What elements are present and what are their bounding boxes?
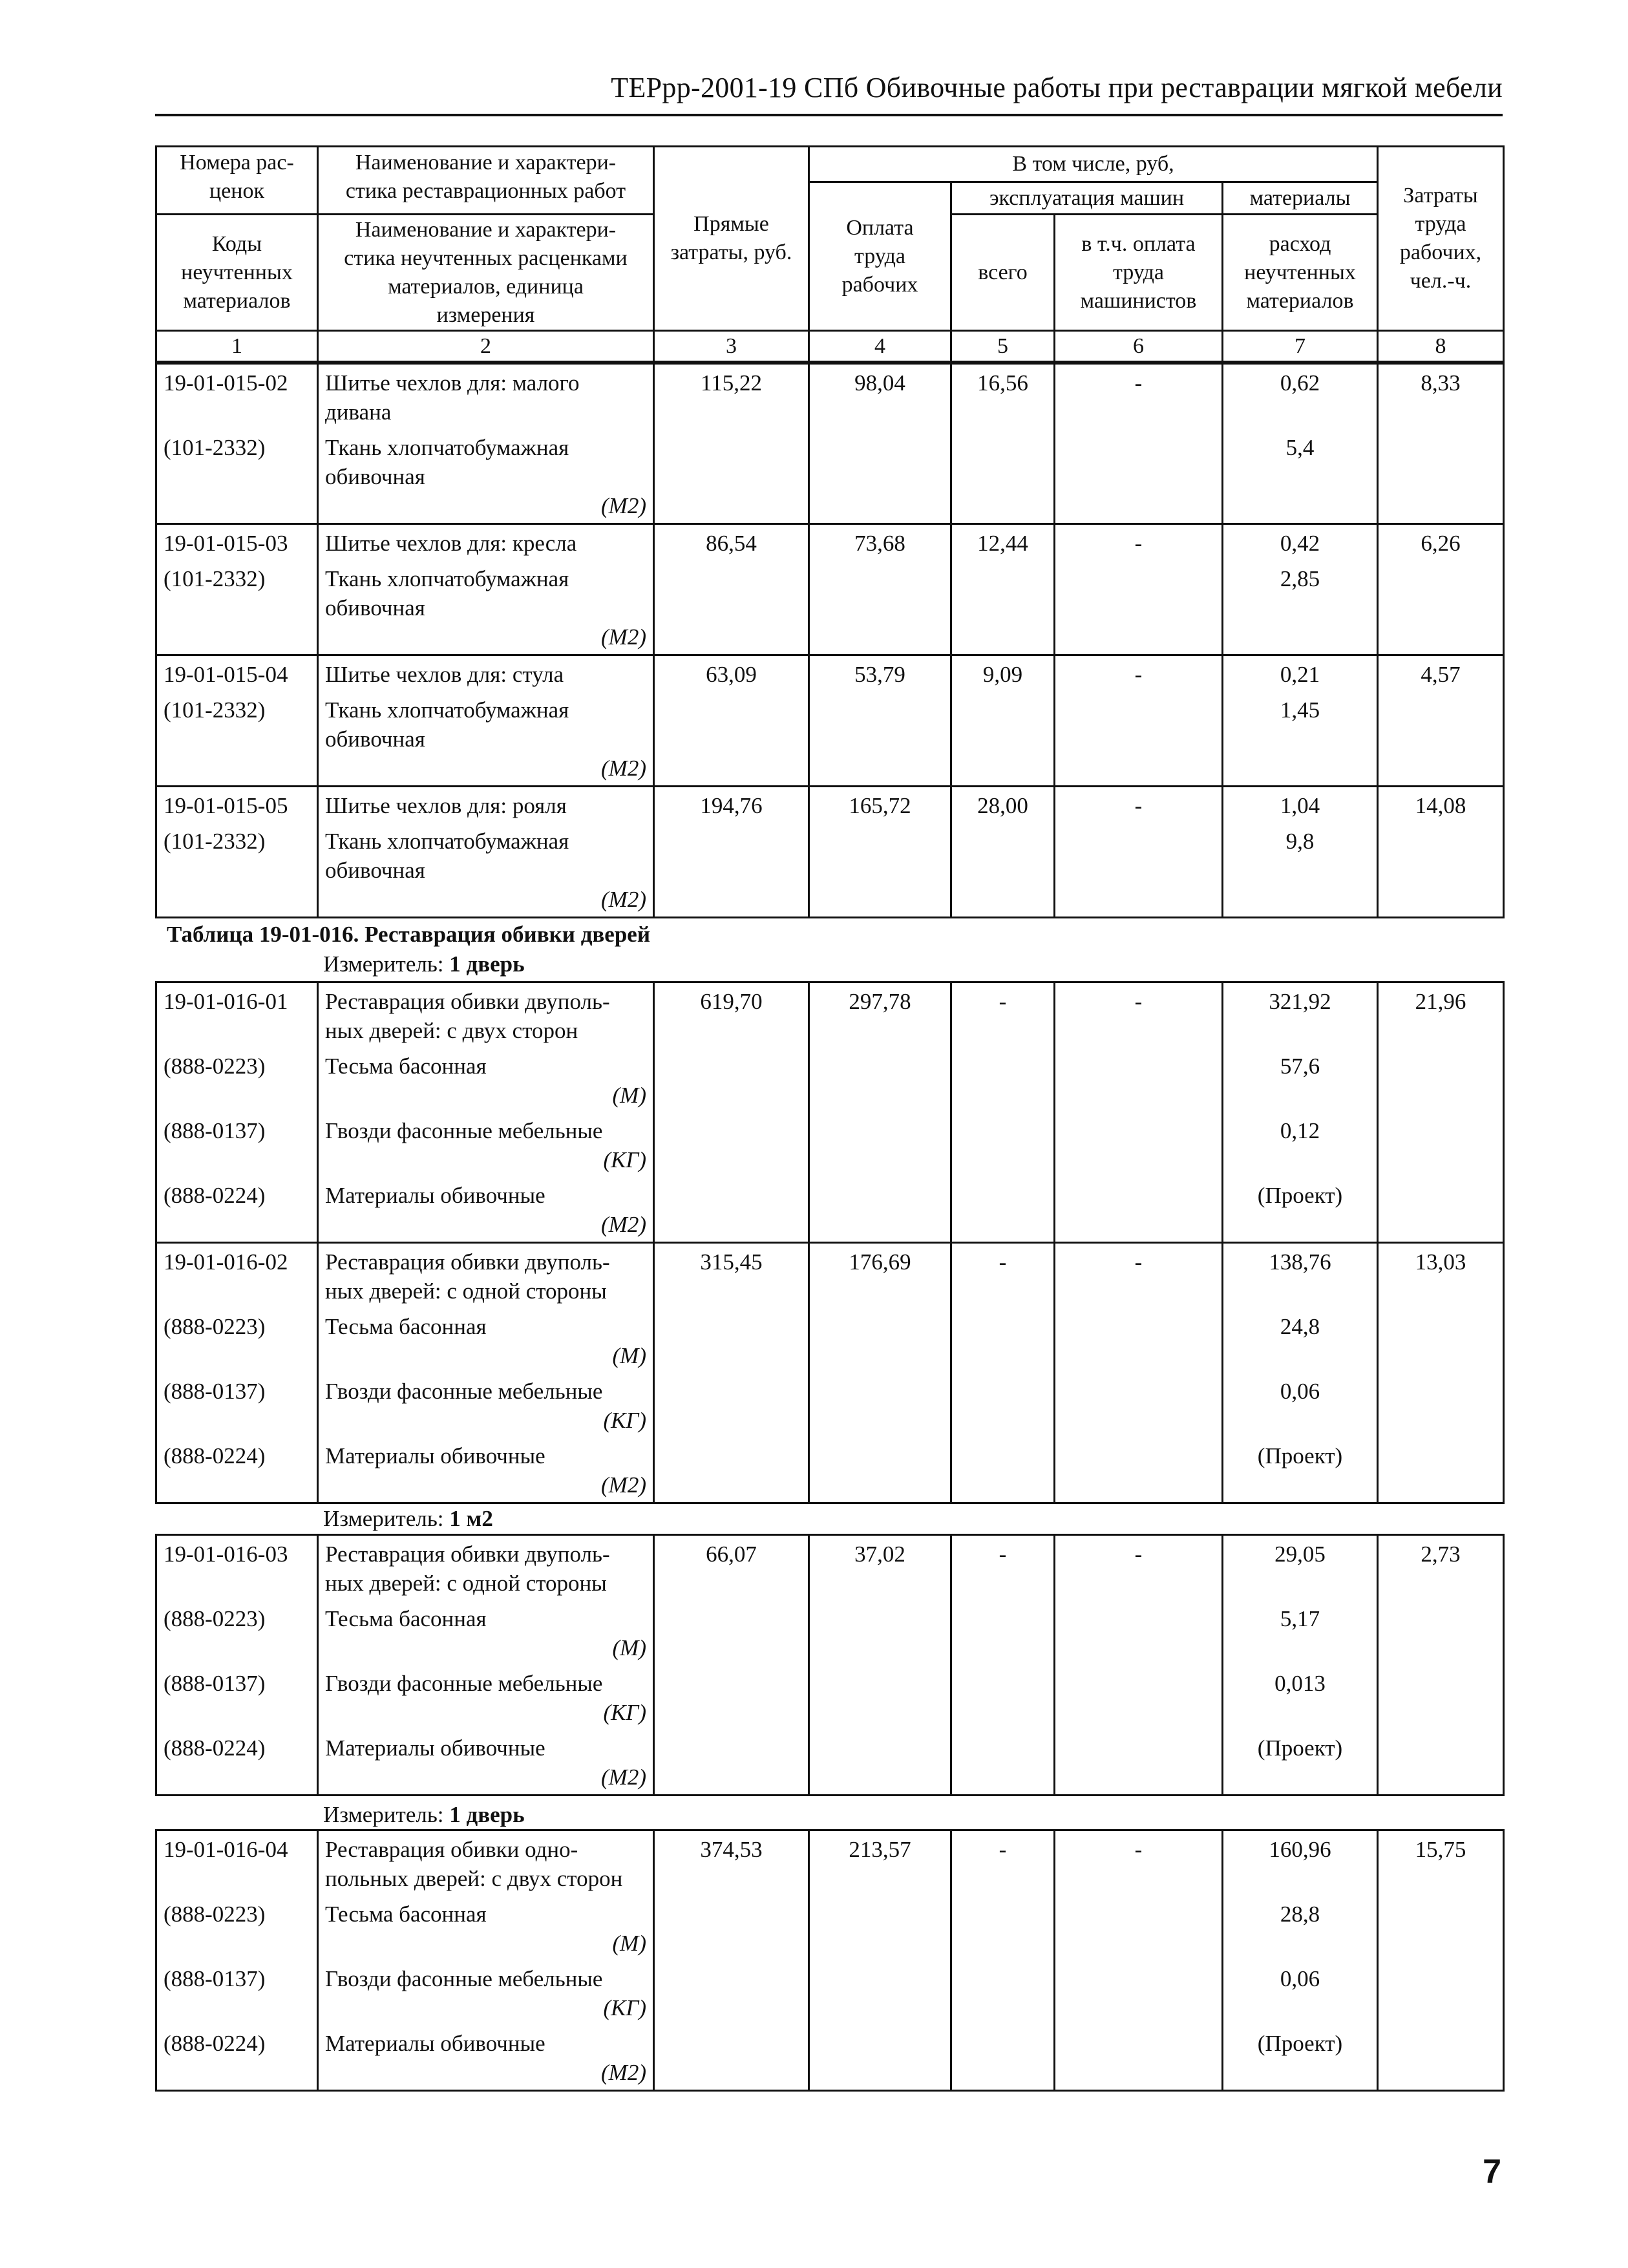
material-qty: 0,06 <box>1280 1966 1320 1991</box>
material-row <box>156 823 1504 918</box>
rates-table-016-c <box>155 1829 1505 2092</box>
rate-labor: 4,57 <box>1421 662 1461 687</box>
material-row <box>156 1177 1504 1243</box>
material-row <box>156 1960 1504 2025</box>
rate-direct: 619,70 <box>700 989 763 1014</box>
rate-direct: 194,76 <box>700 793 763 818</box>
material-row <box>156 692 1504 787</box>
rate-labor: 13,03 <box>1415 1249 1466 1275</box>
rate-row <box>156 364 1504 430</box>
rate-mach-wages: - <box>1134 793 1143 818</box>
material-name: Гвозди фасонные мебельные <box>325 1966 603 1991</box>
material-row <box>156 1600 1504 1665</box>
rate-wages: 176,69 <box>849 1249 911 1275</box>
rate-mach-total: - <box>999 1542 1007 1567</box>
rate-mach-wages: - <box>1134 370 1143 396</box>
rate-code: 19-01-016-04 <box>164 1837 288 1862</box>
material-qty: 57,6 <box>1280 1054 1320 1079</box>
rate-labor: 14,08 <box>1415 793 1466 818</box>
header-c5: всего <box>951 215 1055 331</box>
material-name: Материалы обивочные <box>325 1735 545 1761</box>
rate-direct: 115,22 <box>701 370 762 396</box>
material-row <box>156 1112 1504 1177</box>
material-qty: (Проект) <box>1257 1183 1343 1208</box>
rate-mach-wages: - <box>1134 662 1143 687</box>
rate-wages: 53,79 <box>854 662 905 687</box>
rate-materials: 29,05 <box>1274 1542 1326 1567</box>
rate-row <box>156 1535 1504 1601</box>
measure-value-3: 1 дверь <box>449 1802 525 1827</box>
material-code: (888-0137) <box>164 1966 266 1991</box>
header-c6-text: в т.ч. оплата труда машинистов <box>1080 231 1197 313</box>
material-code: (888-0223) <box>164 1314 266 1339</box>
rate-row <box>156 787 1504 823</box>
rate-materials: 138,76 <box>1269 1249 1331 1275</box>
material-unit: (КГ) <box>603 1408 646 1433</box>
measure-prefix-1: Измеритель: <box>323 951 450 977</box>
rate-mach-wages: - <box>1134 531 1143 556</box>
measure-prefix-3: Измеритель: <box>323 1802 450 1827</box>
rate-mach-total: - <box>999 1837 1007 1862</box>
material-code: (888-0137) <box>164 1671 266 1696</box>
rate-wages: 165,72 <box>849 793 911 818</box>
rate-row <box>156 1243 1504 1309</box>
material-code: (888-0223) <box>164 1054 266 1079</box>
measure-label-3 <box>323 1801 525 1829</box>
material-qty: 1,45 <box>1280 697 1320 723</box>
material-code: (101-2332) <box>164 829 266 854</box>
column-header-table <box>155 145 1505 363</box>
rate-materials: 0,42 <box>1280 531 1320 556</box>
material-code: (888-0224) <box>164 1183 266 1208</box>
rate-code: 19-01-016-01 <box>164 989 288 1014</box>
rate-code: 19-01-016-02 <box>164 1249 288 1275</box>
rate-mach-total: 12,44 <box>977 531 1028 556</box>
material-code: (888-0224) <box>164 1735 266 1761</box>
material-unit: (М) <box>612 1343 646 1368</box>
rate-name: Шитье чехлов для: малого дивана <box>325 370 580 425</box>
material-row <box>156 1896 1504 1960</box>
rate-labor: 2,73 <box>1421 1542 1461 1567</box>
material-qty: 9,8 <box>1285 829 1315 854</box>
measure-value-1: 1 дверь <box>449 951 525 977</box>
rate-direct: 66,07 <box>706 1542 757 1567</box>
material-name: Тесьма басонная <box>325 1314 487 1339</box>
material-unit: (М2) <box>601 624 646 650</box>
rate-labor: 15,75 <box>1415 1837 1466 1862</box>
rate-code: 19-01-015-05 <box>164 793 288 818</box>
rate-mach-total: 28,00 <box>977 793 1028 818</box>
material-name: Гвозди фасонные мебельные <box>325 1118 603 1143</box>
header-c7-text: расход неучтенных материалов <box>1244 231 1356 313</box>
rate-code: 19-01-015-02 <box>164 370 288 396</box>
rate-mach-wages: - <box>1134 1542 1143 1567</box>
measure-label-1 <box>323 950 525 979</box>
header-c1-top-text: Номера рас- ценок <box>180 151 294 203</box>
header-c3 <box>654 147 809 331</box>
header-c2-bottom-text: Наименование и характери- стика неучтенных расценками материалов, единица измерения <box>344 217 628 327</box>
measure-value-2: 1 м2 <box>449 1506 493 1531</box>
col-num-5: 5 <box>951 331 1055 362</box>
measure-prefix-2: Измеритель: <box>323 1506 450 1531</box>
rate-wages: 297,78 <box>849 989 911 1014</box>
material-code: (888-0223) <box>164 1902 266 1927</box>
material-code: (888-0224) <box>164 1443 266 1468</box>
rate-code: 19-01-015-04 <box>164 662 288 687</box>
material-qty: 0,12 <box>1280 1118 1320 1143</box>
rate-mach-wages: - <box>1134 1249 1143 1275</box>
material-code: (888-0223) <box>164 1606 266 1631</box>
header-c3-text: Прямые затраты, руб. <box>670 212 792 264</box>
rate-mach-total: - <box>999 989 1007 1014</box>
material-code: (888-0137) <box>164 1379 266 1404</box>
material-qty: 0,06 <box>1280 1379 1320 1404</box>
rate-mach-wages: - <box>1134 1837 1143 1862</box>
header-c1-bottom-text: Коды неучтенных материалов <box>181 231 293 313</box>
material-unit: (М2) <box>601 887 646 912</box>
material-unit: (КГ) <box>603 1700 646 1725</box>
material-name: Материалы обивочные <box>325 2031 545 2056</box>
col-num-7: 7 <box>1223 331 1378 362</box>
material-code: (888-0137) <box>164 1118 266 1143</box>
header-c2-bottom <box>318 215 654 331</box>
header-c1-top <box>156 147 318 215</box>
rate-labor: 6,26 <box>1421 531 1461 556</box>
col-num-4: 4 <box>809 331 951 362</box>
material-qty: 28,8 <box>1280 1902 1320 1927</box>
document-title: ТЕРрр-2001-19 СПб Обивочные работы при реставрации мягкой мебели <box>611 72 1503 103</box>
material-qty: (Проект) <box>1257 1735 1343 1761</box>
table-title: Таблица 19-01-016. Реставрация обивки дверей <box>167 922 651 947</box>
header-c1-bottom <box>156 215 318 331</box>
material-code: (888-0224) <box>164 2031 266 2056</box>
rate-materials: 0,62 <box>1280 370 1320 396</box>
material-name: Тесьма басонная <box>325 1606 487 1631</box>
rate-code: 19-01-015-03 <box>164 531 288 556</box>
rate-row <box>156 524 1504 561</box>
header-machines: эксплуатация машин <box>951 182 1223 215</box>
material-name: Ткань хлопчатобумажная обивочная <box>325 566 569 620</box>
header-c4-text: Оплата труда рабочих <box>841 215 918 297</box>
rate-name: Шитье чехлов для: кресла <box>325 531 577 556</box>
rate-mach-wages: - <box>1134 989 1143 1014</box>
material-qty: 2,85 <box>1280 566 1320 591</box>
rate-mach-total: - <box>999 1249 1007 1275</box>
material-qty: 5,17 <box>1280 1606 1320 1631</box>
rate-materials: 0,21 <box>1280 662 1320 687</box>
measure-label-2 <box>323 1505 493 1533</box>
rate-name: Шитье чехлов для: рояля <box>325 793 567 818</box>
header-group: В том числе, руб, <box>809 147 1378 182</box>
rate-labor: 8,33 <box>1421 370 1461 396</box>
material-name: Материалы обивочные <box>325 1443 545 1468</box>
rate-wages: 213,57 <box>849 1837 911 1862</box>
rate-name: Шитье чехлов для: стула <box>325 662 564 687</box>
material-qty: 0,013 <box>1274 1671 1326 1696</box>
material-row <box>156 429 1504 524</box>
material-unit: (М2) <box>601 493 646 518</box>
material-name: Гвозди фасонные мебельные <box>325 1379 603 1404</box>
page-header <box>155 71 1503 116</box>
rate-row <box>156 655 1504 692</box>
material-row <box>156 1373 1504 1437</box>
rates-table-016-a <box>155 981 1505 1504</box>
header-c2-top <box>318 147 654 215</box>
rate-wages: 73,68 <box>854 531 905 556</box>
material-unit: (М2) <box>601 1212 646 1237</box>
material-unit: (М) <box>612 1931 646 1956</box>
col-num-8: 8 <box>1378 331 1504 362</box>
header-materials: материалы <box>1223 182 1378 215</box>
material-qty: (Проект) <box>1257 2031 1343 2056</box>
material-row <box>156 560 1504 655</box>
material-name: Ткань хлопчатобумажная обивочная <box>325 435 569 489</box>
col-num-6: 6 <box>1055 331 1223 362</box>
header-c8 <box>1378 147 1504 331</box>
col-num-1: 1 <box>156 331 318 362</box>
header-c2-top-text: Наименование и характери- стика реставрационных работ <box>345 151 626 203</box>
material-row <box>156 2025 1504 2091</box>
col-num-2: 2 <box>318 331 654 362</box>
rate-direct: 63,09 <box>706 662 757 687</box>
rates-table-016-b <box>155 1534 1505 1796</box>
rate-wages: 98,04 <box>854 370 905 396</box>
rate-row <box>156 1830 1504 1896</box>
material-row <box>156 1665 1504 1730</box>
rates-table-015 <box>155 363 1505 918</box>
material-row <box>156 1437 1504 1503</box>
header-c4 <box>809 182 951 331</box>
rate-direct: 86,54 <box>706 531 757 556</box>
material-unit: (М2) <box>601 1765 646 1790</box>
material-code: (101-2332) <box>164 697 266 723</box>
rate-wages: 37,02 <box>854 1542 905 1567</box>
header-c8-text: Затраты труда рабочих, чел.-ч. <box>1399 184 1482 293</box>
material-name: Материалы обивочные <box>325 1183 545 1208</box>
col-num-3: 3 <box>654 331 809 362</box>
rate-mach-total: 16,56 <box>977 370 1028 396</box>
rate-name: Реставрация обивки двуполь-ных дверей: с одной стороны <box>325 1249 610 1304</box>
material-row <box>156 1730 1504 1796</box>
material-unit: (М2) <box>601 1472 646 1498</box>
rate-materials: 321,92 <box>1269 989 1331 1014</box>
material-name: Тесьма басонная <box>325 1054 487 1079</box>
material-code: (101-2332) <box>164 566 266 591</box>
rate-direct: 374,53 <box>700 1837 763 1862</box>
material-qty: 24,8 <box>1280 1314 1320 1339</box>
rate-mach-total: 9,09 <box>982 662 1023 687</box>
material-row <box>156 1048 1504 1112</box>
material-code: (101-2332) <box>164 435 266 460</box>
material-name: Ткань хлопчатобумажная обивочная <box>325 697 569 752</box>
material-qty: (Проект) <box>1257 1443 1343 1468</box>
rate-name: Реставрация обивки одно-польных дверей: с двух сторон <box>325 1837 623 1891</box>
rate-direct: 315,45 <box>700 1249 763 1275</box>
rate-name: Реставрация обивки двуполь-ных дверей: с двух сторон <box>325 989 610 1043</box>
material-unit: (М) <box>612 1083 646 1108</box>
material-unit: (М) <box>612 1635 646 1660</box>
material-unit: (КГ) <box>603 1995 646 2020</box>
material-unit: (М2) <box>601 2060 646 2085</box>
rate-row <box>156 982 1504 1048</box>
header-c6 <box>1055 215 1223 331</box>
header-c7 <box>1223 215 1378 331</box>
material-unit: (М2) <box>601 756 646 781</box>
rate-labor: 21,96 <box>1415 989 1466 1014</box>
material-name: Гвозди фасонные мебельные <box>325 1671 603 1696</box>
page-number: 7 <box>1483 2153 1501 2190</box>
rate-materials: 1,04 <box>1280 793 1320 818</box>
material-qty: 5,4 <box>1285 435 1315 460</box>
rate-code: 19-01-016-03 <box>164 1542 288 1567</box>
material-name: Тесьма басонная <box>325 1902 487 1927</box>
rate-materials: 160,96 <box>1269 1837 1331 1862</box>
material-name: Ткань хлопчатобумажная обивочная <box>325 829 569 883</box>
material-row <box>156 1308 1504 1373</box>
rate-name: Реставрация обивки двуполь-ных дверей: с одной стороны <box>325 1542 610 1596</box>
material-unit: (КГ) <box>603 1147 646 1172</box>
